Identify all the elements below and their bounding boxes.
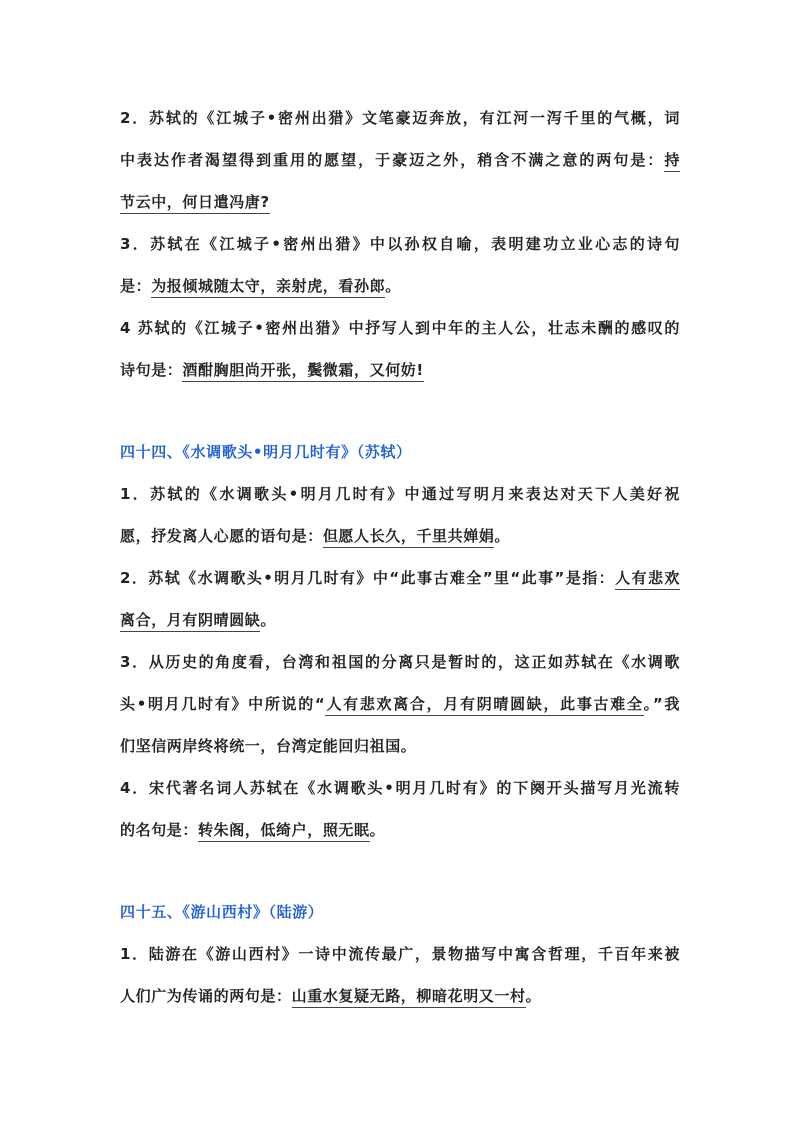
section-heading: 四十五、《游山西村》（陆游） bbox=[120, 903, 324, 921]
answer-text: 酒酣胸胆尚开张，鬓微霜，又何妨! bbox=[182, 361, 423, 382]
text-line: 们坚信两岸终将统一，台湾定能回归祖国。 bbox=[120, 737, 417, 755]
text-line bbox=[120, 265, 680, 307]
answer-text: 山重水复疑无路，柳暗花明又一村 bbox=[292, 987, 526, 1008]
question-block bbox=[120, 767, 680, 851]
text-line bbox=[120, 515, 680, 557]
answer-text: 转朱阁，低绮户，照无眠 bbox=[198, 821, 370, 842]
text-line bbox=[120, 809, 680, 851]
text-line bbox=[120, 349, 680, 391]
question-text: 头•明月几时有》中所说的“ bbox=[120, 695, 326, 713]
question-text: 中表达作者渴望得到重用的愿望，于豪迈之外，稍含不满之意的两句是： bbox=[120, 151, 665, 169]
text-line: 1．苏轼的《水调歌头•明月几时有》中通过写明月来表达对天下人美好祝 bbox=[120, 485, 680, 503]
punctuation: 。”我 bbox=[643, 695, 681, 713]
punctuation: 。 bbox=[385, 277, 401, 295]
question-text: 2．苏轼《水调歌头•明月几时有》中“此事古难全”里“此事”是指： bbox=[120, 569, 616, 587]
answer-text: 为报倾城随太守，亲射虎，看孙郎 bbox=[151, 277, 385, 298]
answer-text: 离合，月有阴晴圆缺 bbox=[120, 611, 260, 632]
text-line: 3．苏轼在《江城子•密州出猎》中以孙权自喻，表明建功立业心志的诗句 bbox=[120, 235, 680, 253]
text-line: 4 苏轼的《江城子•密州出猎》中抒写人到中年的主人公，壮志未酬的感叹的 bbox=[120, 319, 680, 337]
question-text: 人们广为传诵的两句是： bbox=[120, 987, 292, 1005]
question-block bbox=[120, 97, 680, 223]
text-line: 4．宋代著名词人苏轼在《水调歌头•明月几时有》的下阕开头描写月光流转 bbox=[120, 779, 680, 797]
text-line bbox=[120, 975, 680, 1017]
document-page bbox=[120, 97, 680, 1017]
text-line bbox=[120, 139, 680, 181]
text-line: 1．陆游在《游山西村》一诗中流传最广，景物描写中寓含哲理，千百年来被 bbox=[120, 945, 680, 963]
text-line bbox=[120, 181, 680, 223]
question-text: 的名句是： bbox=[120, 821, 199, 839]
answer-text: 人有悲欢 bbox=[615, 569, 680, 590]
text-line bbox=[120, 599, 680, 641]
punctuation: 。 bbox=[260, 611, 277, 629]
punctuation: 。 bbox=[494, 527, 511, 545]
answer-text: 节云中，何日遣冯唐? bbox=[120, 193, 270, 214]
answer-text: 持 bbox=[664, 151, 680, 172]
question-block bbox=[120, 307, 680, 391]
answer-text: 人有悲欢离合，月有阴晴圆缺，此事古难全 bbox=[325, 695, 643, 716]
question-block bbox=[120, 557, 680, 641]
question-block bbox=[120, 473, 680, 557]
punctuation: 。 bbox=[525, 987, 542, 1005]
text-line: 3．从历史的角度看，台湾和祖国的分离只是暂时的，这正如苏轼在《水调歌 bbox=[120, 653, 680, 671]
answer-text: 但愿人长久，千里共婵娟 bbox=[323, 527, 495, 548]
section-heading: 四十四、《水调歌头•明月几时有》（苏轼） bbox=[120, 443, 412, 461]
question-block bbox=[120, 641, 680, 767]
question-text: 愿，抒发离人心愿的语句是： bbox=[120, 527, 323, 545]
text-line bbox=[120, 683, 680, 725]
text-line bbox=[120, 557, 680, 599]
question-block bbox=[120, 223, 680, 307]
question-text: 诗句是： bbox=[120, 361, 183, 379]
punctuation: 。 bbox=[369, 821, 386, 839]
text-line: 2．苏轼的《江城子•密州出猎》文笔豪迈奔放，有江河一泻千里的气概，词 bbox=[120, 109, 680, 127]
question-text: 是： bbox=[120, 277, 152, 295]
question-block bbox=[120, 933, 680, 1017]
